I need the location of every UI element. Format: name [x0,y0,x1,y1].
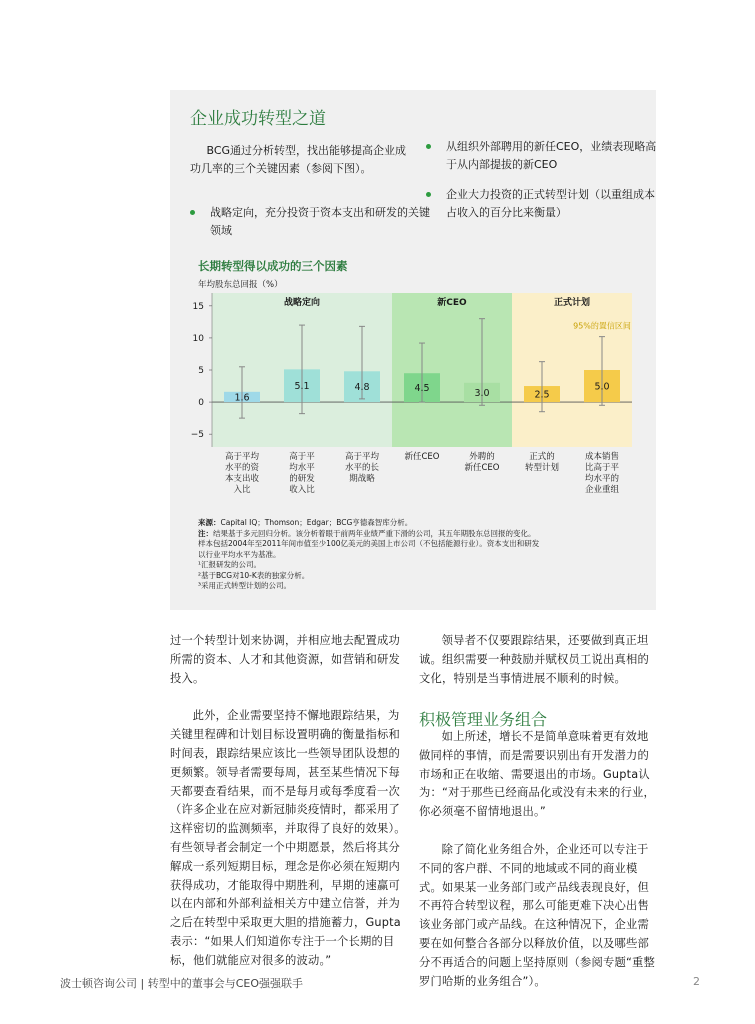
data-label: 2.5 [534,389,550,401]
sidebar-bullet: 从组织外部聘用的新任CEO，业绩表现略高于从内部提拔的新CEO [426,138,664,174]
category-label: 高于平均 [344,452,380,462]
data-label: 1.6 [234,392,250,404]
category-label: 转型计划 [524,463,560,473]
category-label: 均水平的 [584,474,620,484]
source-text: Capital IQ；Thomson；Edgar；BCG亨德森智库分析。 [220,518,413,527]
data-label: 3.0 [474,387,490,399]
category-label: 收入比 [289,485,315,495]
footnote-2: ²基于BCG对10-K表的独家分析。 [198,570,310,580]
ci-annotation: 95%的置信区间 [573,321,631,331]
sidebar-bullet: 战略定向，充分投资于资本支出和研发的关键领域 [190,204,430,240]
group-label: 新CEO [437,298,467,308]
footnote-3: ³采用正式转型计划的公司。 [198,581,292,590]
y-tick-label: 15 [192,301,204,312]
chart-title: 长期转型得以成功的三个因素 [198,259,348,273]
sidebar-title: 企业成功转型之道 [190,109,326,129]
bullet-dot-icon [426,144,431,149]
y-tick-label: 0 [198,398,204,409]
y-tick-label: −5 [190,430,204,441]
group-label: 正式计划 [553,298,591,308]
category-label: 正式的 [529,452,555,462]
data-label: 5.0 [594,381,610,393]
category-label: 均水平 [289,463,315,473]
sample-text-2: 以行业平均水平为基准。 [198,549,281,559]
section-heading: 积极管理业务组合 [419,710,548,729]
right-column-bottom [419,728,657,991]
data-label: 5.1 [294,381,310,393]
category-label: 入比 [233,485,251,495]
category-label: 水平的长 [344,463,380,473]
sidebar-bullet: 企业大力投资的正式转型计划（以重组成本占收入的百分比来衡量） [426,186,664,222]
source-label: 来源： [198,518,221,527]
data-label: 4.5 [414,383,430,395]
sidebar-intro: BCG通过分析转型，找出能够提高企业成功几率的三个关键因素（参阅下图）。 [190,144,407,175]
paragraph: 此外，企业需要坚持不懈地跟踪结果，为关键里程碑和计划目标设置明确的衡量指标和时间表，跟踪结果应该比一些领导团队设想的更频繁。领导者需要每周，甚至某些情况下每天都要查看结果，而不是每月或每季度看一次（许多企业在应对新冠肺炎疫情时，都采用了这样密切的监测频率，并取得了良好的效果）。有些领导者会制定一个中期愿景，然后将其分解成一系列短期目标，理念是你必须在短期内获得成功，才能取得中期胜利，早期的速赢可以在内部和外部利益相关方中建立信誉，并为之后在转型中采取更大胆的措施蓄力，Gupta表示：“如果人们知道你专注于一个长期的目标，他们就能应对很多的波动。” [170,709,406,967]
group-label: 战略定向 [283,298,321,308]
group-panel [392,293,512,447]
footer-text: 波士顿咨询公司 | 转型中的董事会与CEO强强联手 [60,977,303,990]
sample-text: 样本包括2004年至2011年间市值至少100亿美元的美国上市公司（不包括能源行业）。资本支出和研发 [198,539,540,548]
chart-ylabel: 年均股东总回报（%） [198,280,283,290]
paragraph: 除了简化业务组合外，企业还可以专注于不同的客户群、不同的地域或不同的商业模式。如果某一业务部门或产品线表现良好，但不再符合转型议程，那么可能更难下决心出售该业务部门或产品线。在这种情况下，企业需要在如何整合各部分以释放价值，以及哪些部分不再适合的问题上坚持原则（参阅专题“重整罗门哈斯的业务组合”）。 [419,842,655,988]
category-label: 外聘的 [469,452,495,462]
category-label: 成本销售 [584,452,620,462]
category-label: 高于平 [289,452,315,462]
sidebar-box [170,90,656,610]
right-column-top [419,632,657,688]
bullet-dot-icon [426,192,431,197]
category-label: 新任CEO [404,452,440,462]
data-label: 4.8 [354,382,370,394]
left-column [170,632,406,971]
category-label: 水平的资 [224,463,260,473]
category-label: 高于平均 [224,452,260,462]
note-label: 注： [198,528,213,538]
chart-svg [170,285,656,515]
paragraph: 领导者不仅要跟踪结果，还要做到真正坦诚。组织需要一种鼓励并赋权员工说出真相的文化，特别是当事情进展不顺利的时候。 [419,634,649,685]
paragraph: 过一个转型计划来协调，并相应地去配置成功所需的资本、人才和其他资源，如营销和研发投入。 [170,634,400,685]
category-label: 新任CEO [464,463,500,473]
category-label: 期战略 [349,474,375,484]
footnote-1: ¹汇报研发的公司。 [198,560,262,569]
y-tick-label: 10 [192,333,204,344]
y-tick-label: 5 [198,366,204,376]
category-label: 的研发 [289,474,315,484]
bullet-dot-icon [190,210,195,215]
note-text: 结果基于多元回归分析。该分析着眼于前两年业绩严重下滑的公司，其五年期股东总回报的变化。 [213,528,536,538]
chart-notes [198,518,638,592]
page-number: 2 [693,975,700,988]
category-label: 本支出收 [224,474,260,484]
category-label: 企业重组 [584,485,620,495]
category-label: 比高于平 [584,463,620,473]
paragraph: 如上所述，增长不是简单意味着更有效地做同样的事情，而是需要识别出有开发潜力的市场和正在收缩、需要退出的市场。Gupta认为：“对于那些已经商品化或没有未来的行业，你必须毫不留情地退出。” [419,730,655,819]
